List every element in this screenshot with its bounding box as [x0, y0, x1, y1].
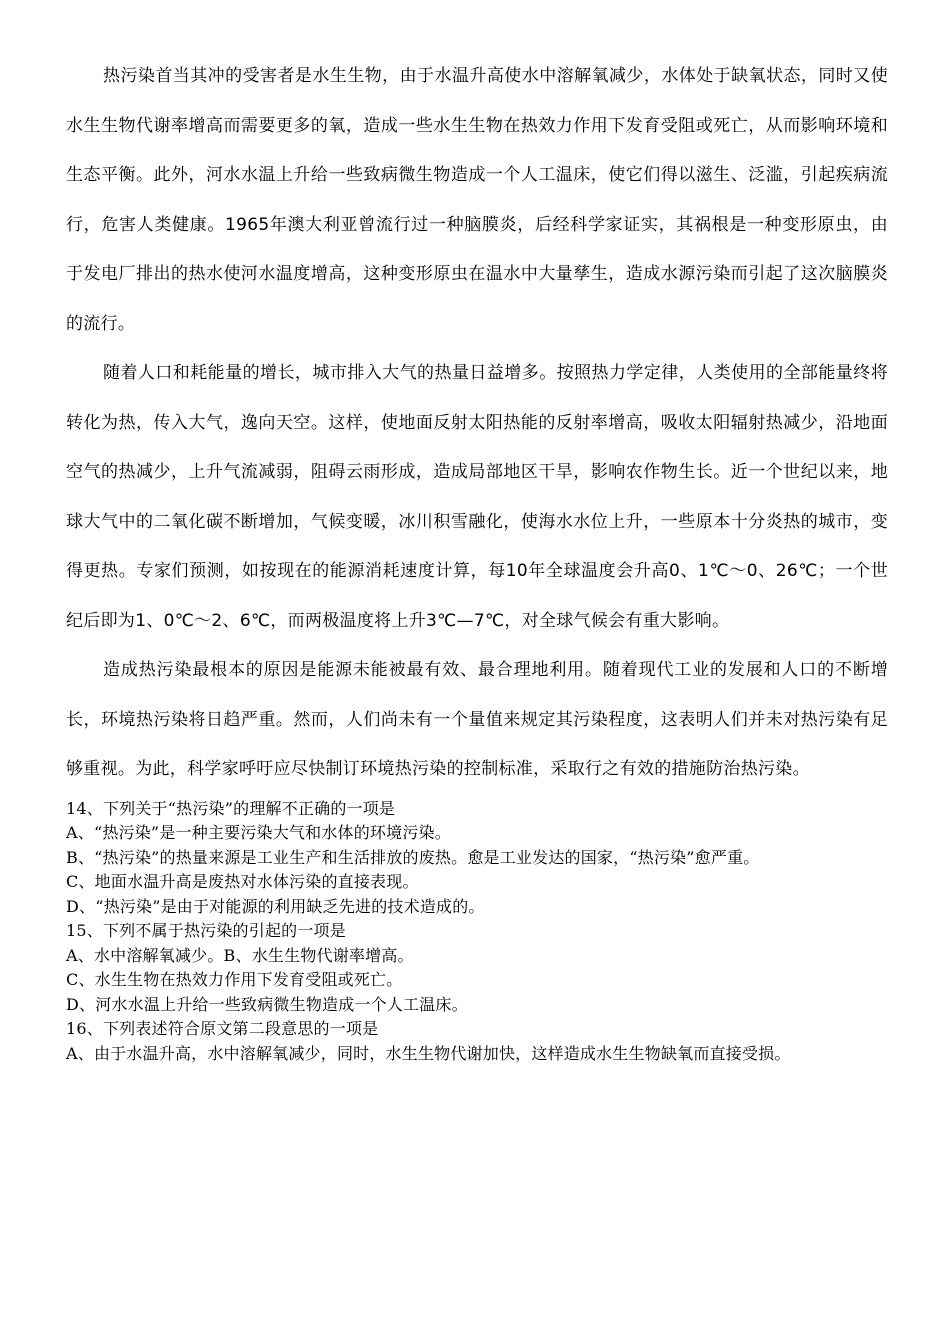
passage-paragraph-3: 造成热污染最根本的原因是能源未能被最有效、最合理地利用。随着现代工业的发展和人口的不断增长，环境热污染将日趋严重。然而，人们尚未有一个量值来规定其污染程度，这表明人们并未对热污染有足够重视。为此，科学家呼吁应尽快制订环境热污染的控制标准，采取行之有效的措施防治热污染。: [66, 660, 888, 779]
question-14-option-c: C、地面水温升高是废热对水体污染的直接表现。: [66, 872, 419, 891]
question-15-option-d: D、河水水温上升给一些致病微生物造成一个人工温床。: [66, 994, 468, 1014]
question-14-option-d: D、“热污染”是由于对能源的利用缺乏先进的技术造成的。: [66, 896, 485, 916]
passage-paragraph-2: 随着人口和耗能量的增长，城市排入大气的热量日益增多。按照热力学定律，人类使用的全部能量终将转化为热，传入大气，逸向天空。这样，使地面反射太阳热能的反射率增高，吸收太阳辐射热减少，沿地面空气的热减少，上升气流减弱，阻碍云雨形成，造成局部地区干旱，影响农作物生长。近一个世纪以来，地球大气中的二氧化碳不断增加，气候变暖，冰川积雪融化，使海水水位上升，一些原本十分炎热的城市，变得更热。专家们预测，如按现在的能源消耗速度计算，每10年全球温度会升高0、1℃～0、26℃；一个世纪后即为1、0℃～2、6℃，而两极温度将上升3℃—7℃，对全球气候会有重大影响。: [66, 363, 888, 631]
question-14-option-b: B、“热污染”的热量来源是工业生产和生活排放的废热。愈是工业发达的国家，“热污染”愈严重。: [66, 847, 760, 867]
question-16-option-a: A、由于水温升高，水中溶解氧减少，同时，水生生物代谢加快，这样造成水生生物缺氧而直接受损。: [66, 1043, 791, 1063]
reading-passage: [66, 52, 888, 795]
question-16-stem: 16、下列表述符合原文第二段意思的一项是: [66, 1019, 379, 1038]
document-page: [66, 52, 888, 1066]
question-15-options-a-b: A、水中溶解氧减少。B、水生生物代谢率增高。: [66, 945, 414, 965]
passage-paragraph-1: 热污染首当其冲的受害者是水生生物，由于水温升高使水中溶解氧减少，水体处于缺氧状态，同时又使水生生物代谢率增高而需要更多的氧，造成一些水生生物在热效力作用下发育受阻或死亡，从而影响环境和生态平衡。此外，河水水温上升给一些致病微生物造成一个人工温床，使它们得以滋生、泛滥，引起疾病流行，危害人类健康。1965年澳大利亚曾流行过一种脑膜炎，后经科学家证实，其祸根是一种变形原虫，由于发电厂排出的热水使河水温度增高，这种变形原虫在温水中大量孳生，造成水源污染而引起了这次脑膜炎的流行。: [66, 66, 888, 334]
question-14-option-a: A、“热污染”是一种主要污染大气和水体的环境污染。: [66, 823, 451, 842]
question-15-option-c: C、水生生物在热效力作用下发育受阻或死亡。: [66, 970, 403, 989]
question-14-stem: 14、下列关于“热污染”的理解不正确的一项是: [66, 798, 396, 818]
question-list: [66, 797, 888, 1067]
question-15-stem: 15、下列不属于热污染的引起的一项是: [66, 921, 346, 940]
